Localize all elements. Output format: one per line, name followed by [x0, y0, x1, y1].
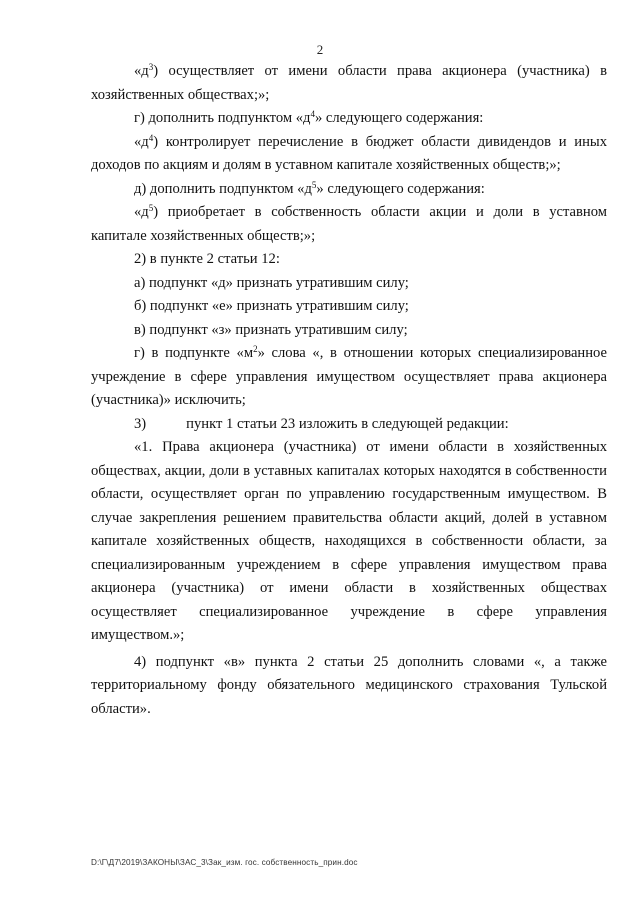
- paragraph-2: г) дополнить подпунктом «$д^4$» следующего содержания:: [134, 109, 484, 126]
- paragraph-13: 4) подпункт «в» пункта 2 статьи 25 дополнить словами «, а также территориальному фонду обязательного медицинского страхования Тульской области».: [91, 653, 607, 717]
- paragraph-9: в) подпункт «з» признать утратившим силу;: [134, 321, 408, 338]
- paragraph-8: б) подпункт «е» признать утратившим силу;: [134, 298, 409, 314]
- paragraph-1: «$д^3$) осуществляет от имени области права акционера (участника) в хозяйственных обществах;»;: [91, 62, 607, 103]
- paragraph-5: «$д^5$) приобретает в собственность области акции и доли в уставном капитале хозяйственных обществ;»;: [91, 203, 607, 244]
- page-number: 2: [316, 42, 324, 57]
- paragraph-4: д) дополнить подпунктом «$д^5$» следующего содержания:: [134, 179, 485, 197]
- document-body: [91, 60, 607, 721]
- paragraph-7: а) подпункт «д» признать утратившим силу;: [134, 274, 409, 291]
- file-path-footer: D:\Г\Д7\2019\ЗАКОНЫ\ЗАС_3\Зак_изм. гос. собственность_прин.doc: [91, 858, 358, 867]
- paragraph-3: «$д^4$) контролирует перечисление в бюджет области дивидендов и иных доходов по акциям и долям в уставном капитале хозяйственных обществ;»;: [91, 132, 607, 173]
- paragraph-12: «1. Права акционера (участника) от имени области в хозяйственных обществах, акции, доли в уставных капиталах которых находятся в собственности области, осуществляет орган по управлению государственным имуществом. В случае закрепления решением правительства области акций, долей в уставном капитале хозяйственных обществ, находящихся в собственности области, за специализированным учреждением в сфере управления имуществом права акционера (участника) от имени области в хозяйственных обществах осуществляет специализированное учреждение в сфере управления имуществом.»;: [91, 439, 607, 643]
- paragraph-10: г) в подпункте «$м^2$» слова «, в отношении которых специализированное учреждение в сфере управления имуществом осуществляет права акционера (участника)» исключить;: [91, 344, 608, 408]
- paragraph-6: 2) в пункте 2 статьи 12:: [134, 251, 280, 267]
- paragraph-11: 3) пункт 1 статьи 23 изложить в следующей редакции:: [134, 415, 509, 432]
